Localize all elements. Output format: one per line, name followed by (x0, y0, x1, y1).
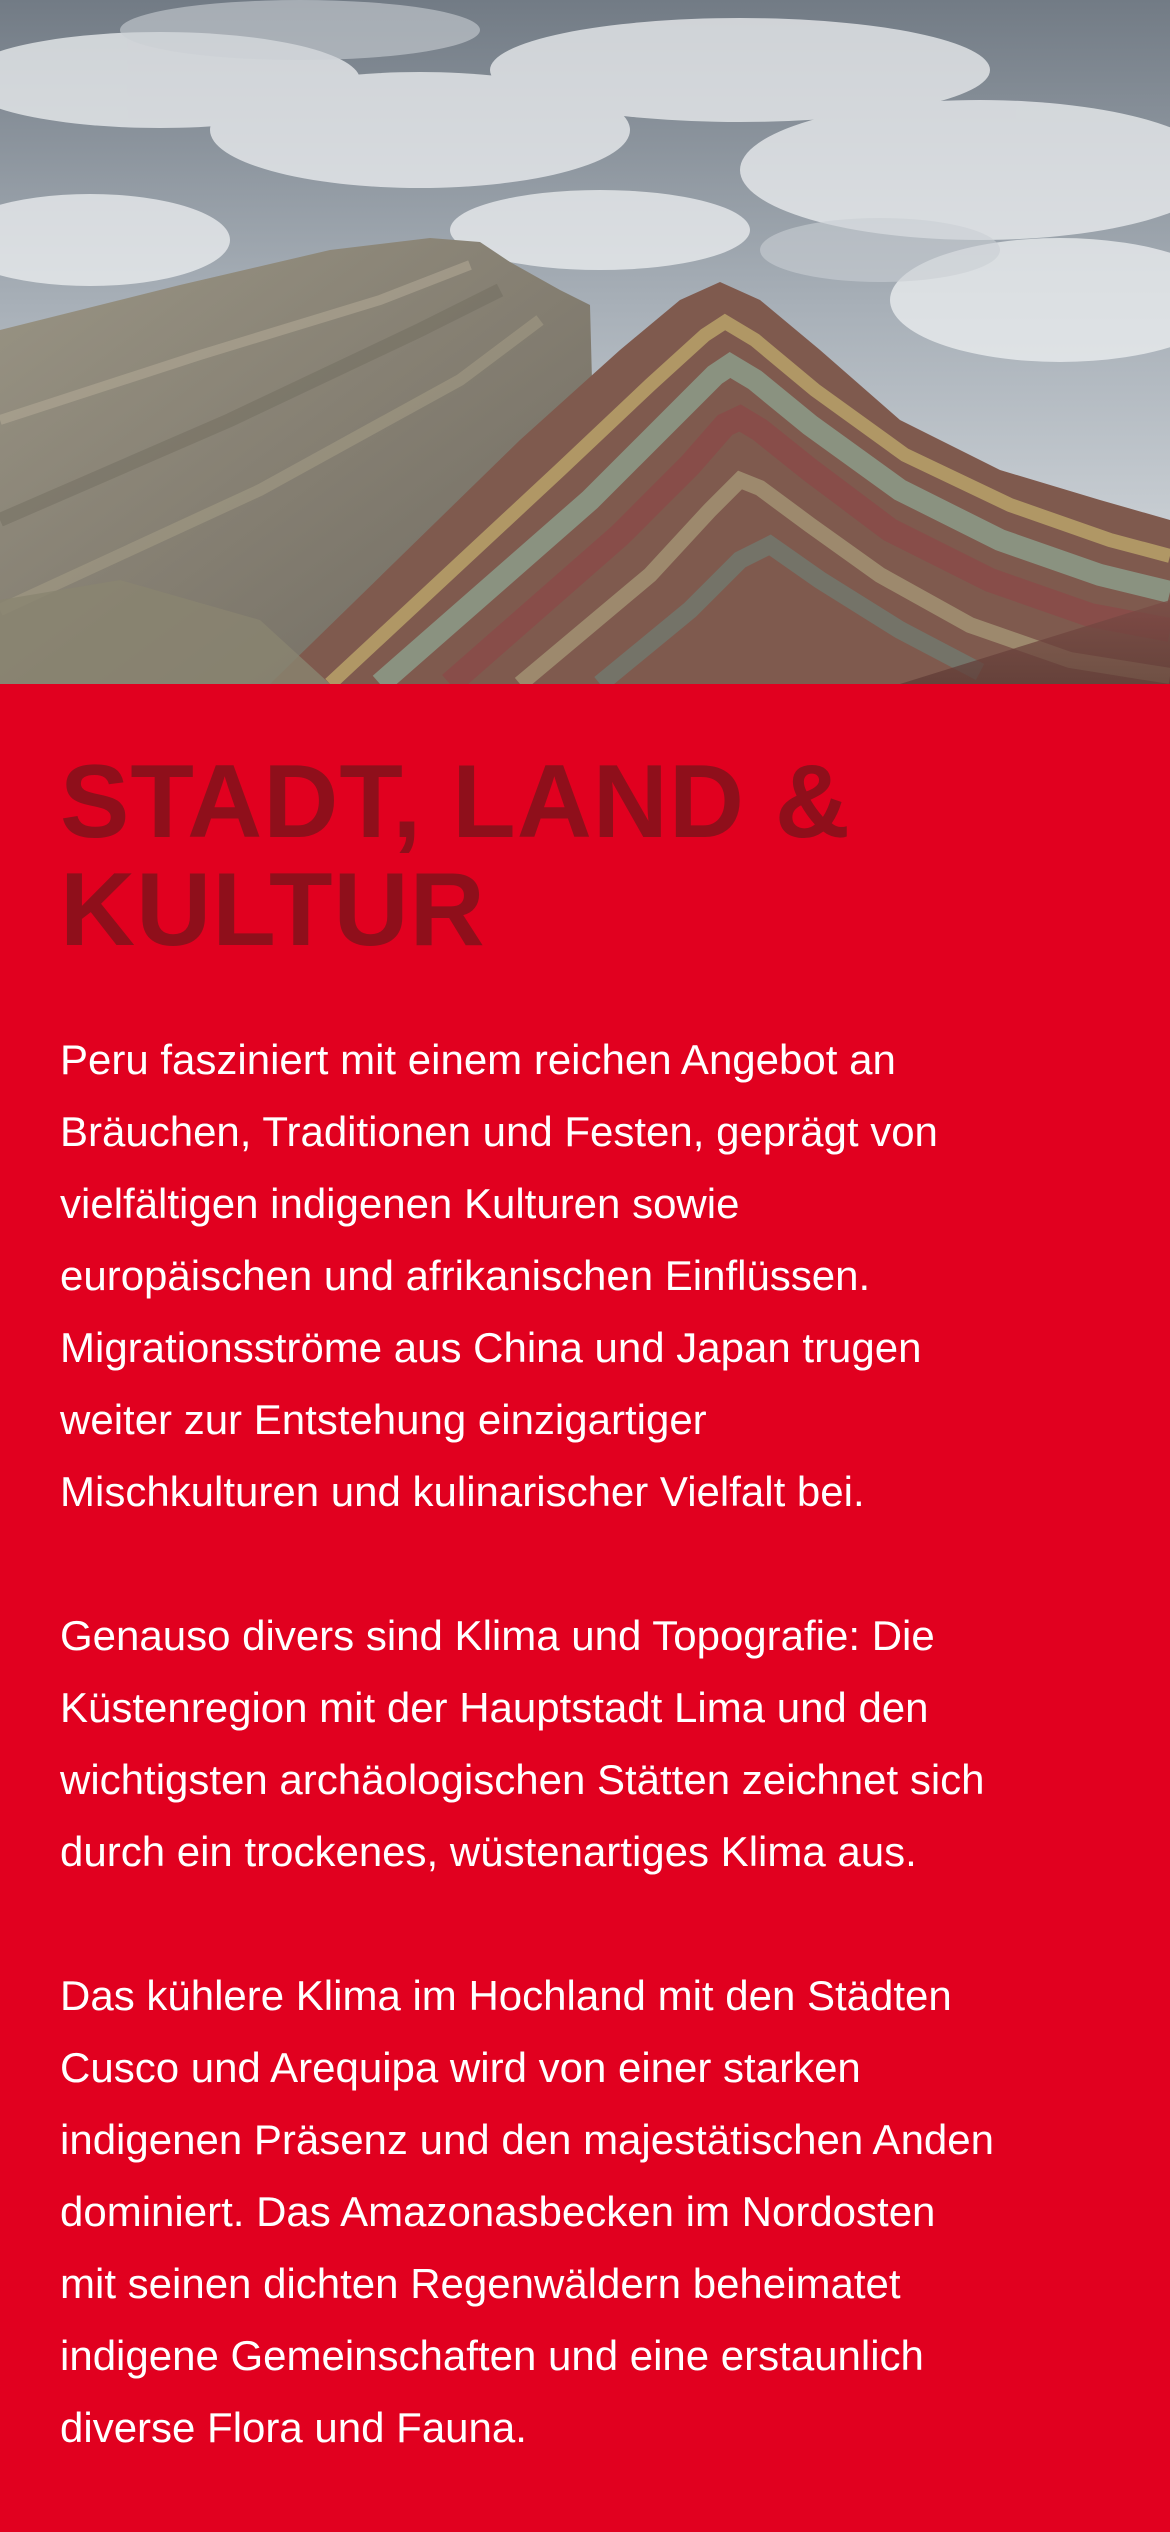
paragraph-highlands-amazon: Das kühlere Klima im Hochland mit den Städten Cusco und Arequipa wird von einer starken indigenen Präsenz und den majestätischen Anden dominiert. Das Amazonasbecken im Nordosten mit seinen dichten Regenwäldern beheimatet indigene Gemeinschaften und eine erstaunlich diverse Flora und Fauna. (60, 1972, 995, 2451)
rainbow-mountain-photo (0, 0, 1170, 684)
paragraph-climate-coast: Genauso divers sind Klima und Topografie: Die Küstenregion mit der Hauptstadt Lima und den wichtigsten archäologischen Stätten zeichnet sich durch ein trockenes, wüstenartiges Klima aus. (60, 1612, 985, 1875)
body-text (60, 1024, 1120, 2532)
section-title: STADT, LAND & KULTUR (60, 744, 852, 968)
paragraph-culture: Peru fasziniert mit einem reichen Angebot an Bräuchen, Traditionen und Festen, geprägt von vielfältigen indigenen Kulturen sowie europäischen und afrikanischen Einflüssen. Migrationsströme aus China und Japan trugen weiter zur Entstehung einzigartiger Mischkulturen und kulinarischer Vielfalt bei. (60, 1036, 938, 1515)
hero-image (0, 0, 1170, 684)
content-section (0, 684, 1170, 2532)
